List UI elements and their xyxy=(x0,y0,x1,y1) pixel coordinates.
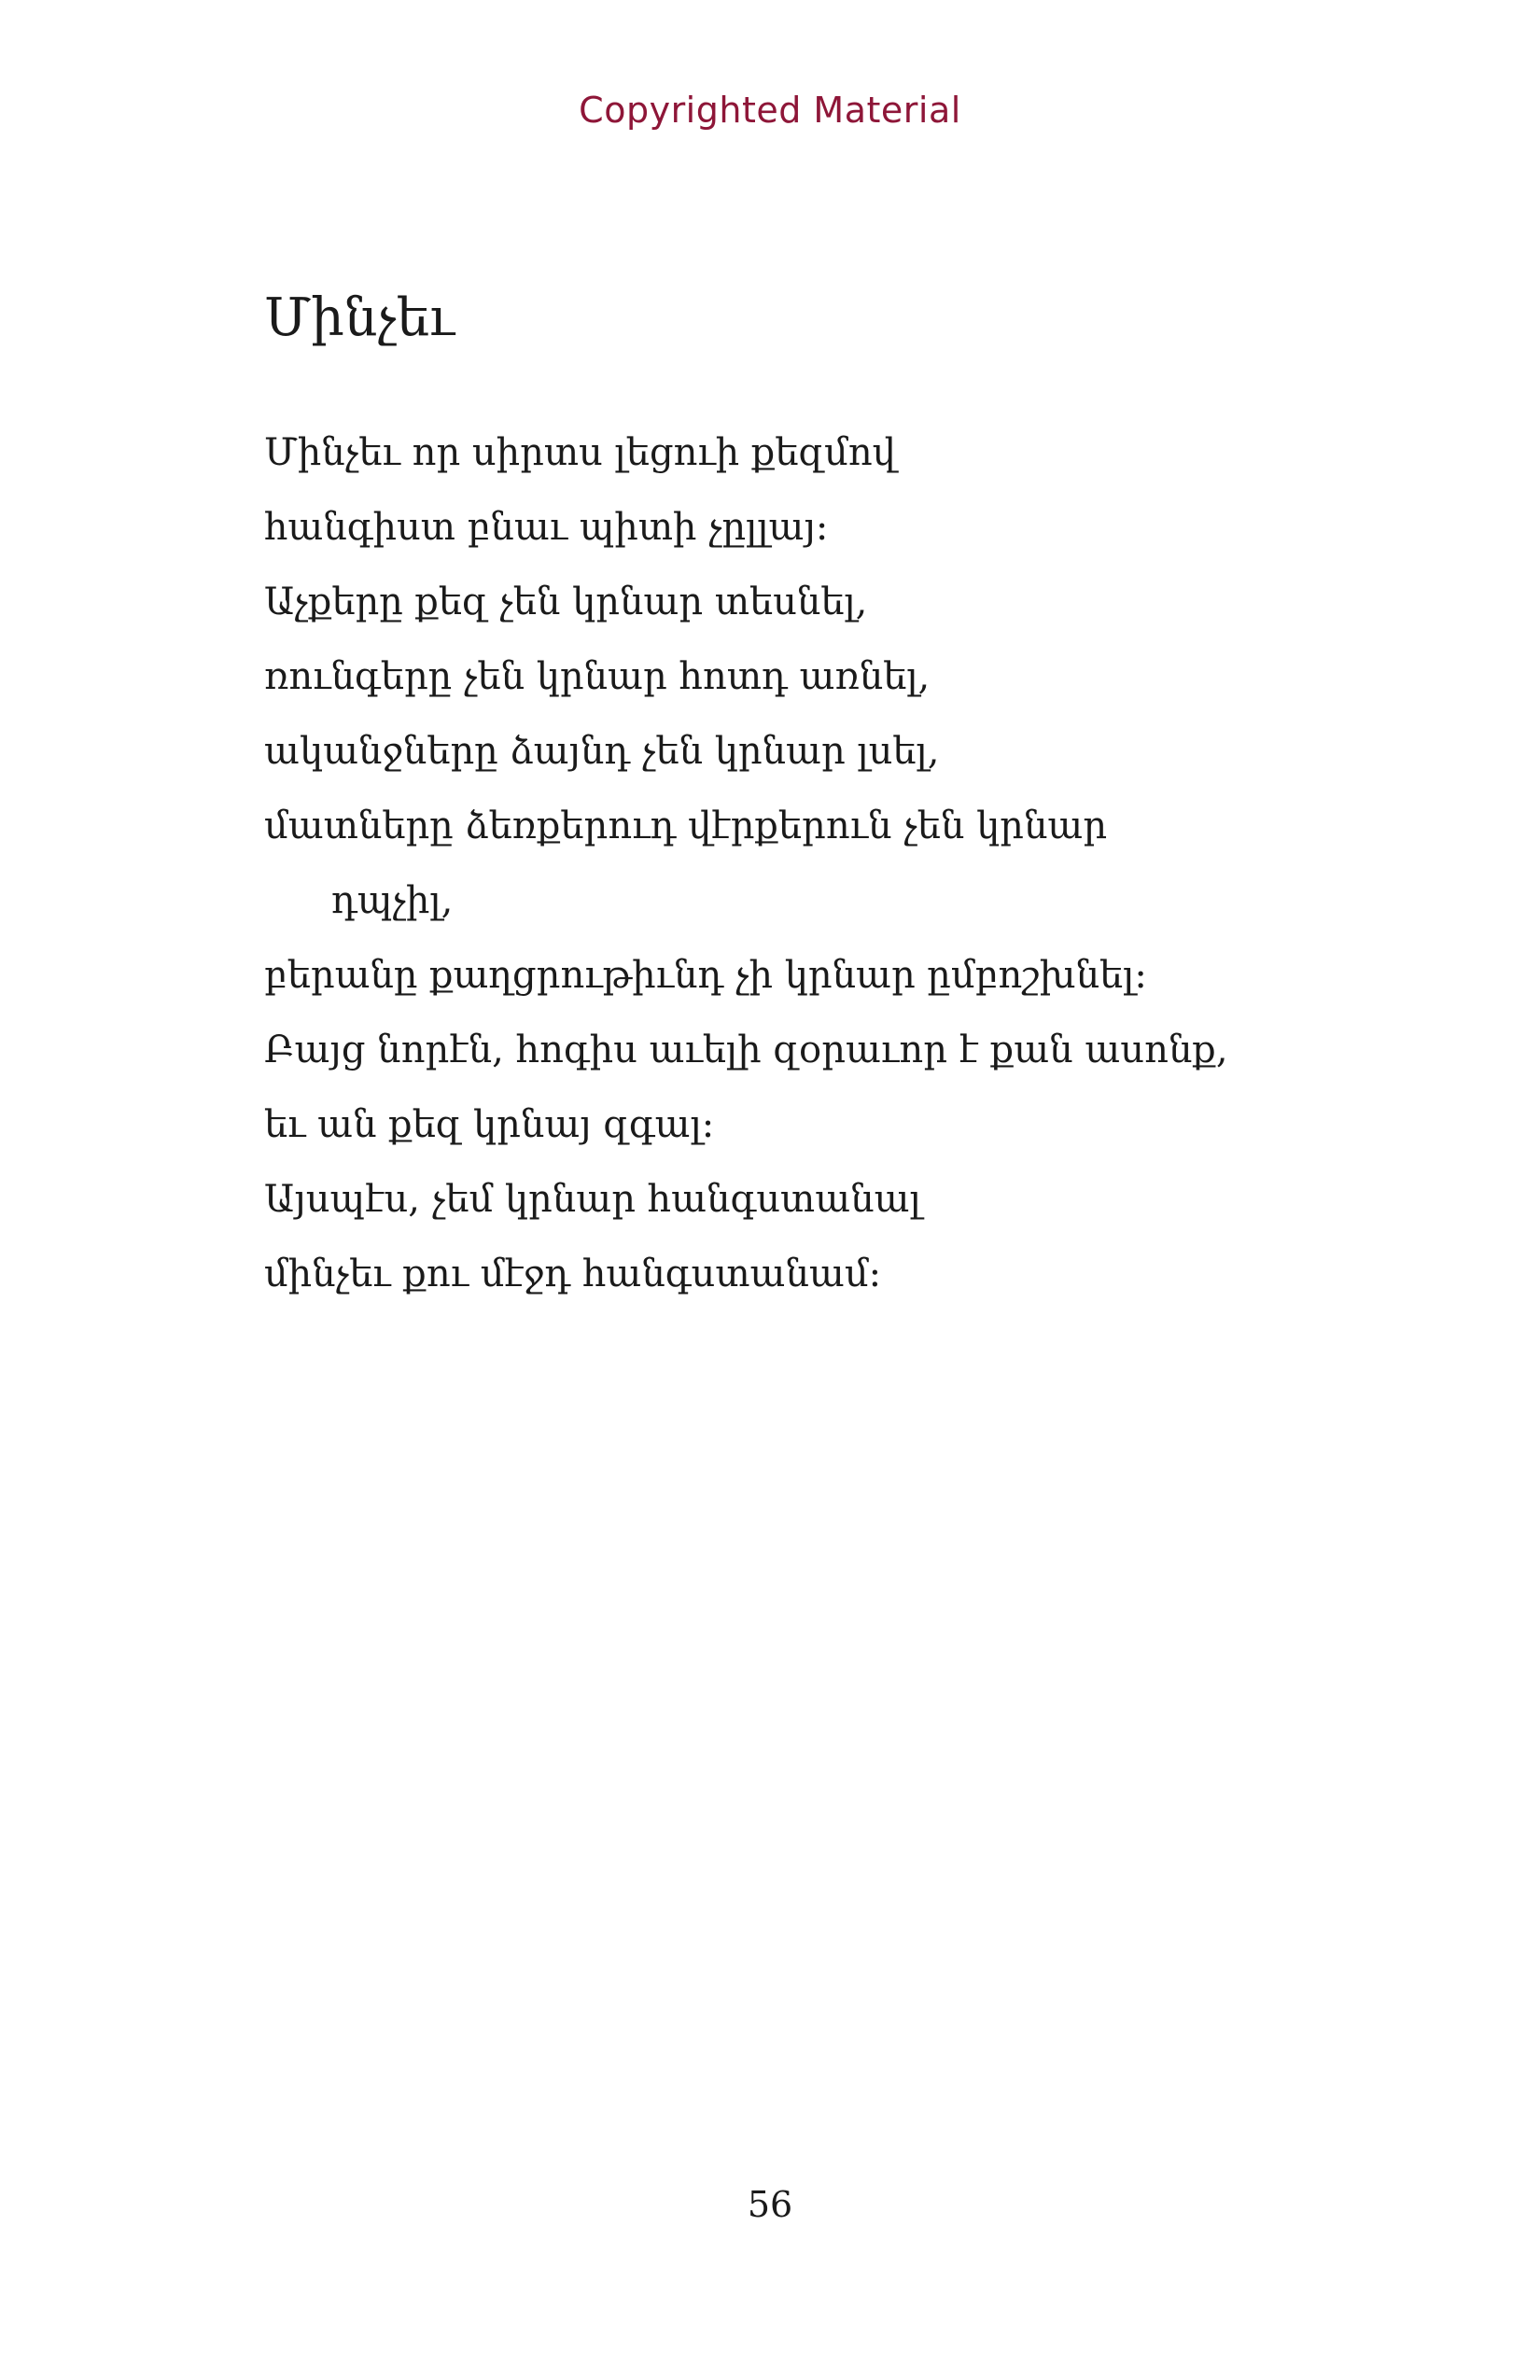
poem-line: ականջները ձայնդ չեն կրնար լսել, xyxy=(264,730,940,773)
poem-line: Բայց նորէն, հոգիս աւելի զօրաւոր է քան ասոնք, xyxy=(264,1029,1228,1071)
poem-line: մատները ձեռքերուդ վէրքերուն չեն կրնար xyxy=(264,805,1108,847)
poem-line-continuation: դպչիլ, xyxy=(331,879,454,922)
poem-line: Այսպէս, չեմ կրնար հանգստանալ xyxy=(264,1178,921,1221)
copyright-notice: Copyrighted Material xyxy=(579,90,961,131)
page-number: 56 xyxy=(747,2184,793,2225)
poem-line: եւ ան քեզ կրնայ զգալ։ xyxy=(264,1103,715,1146)
poem-line: Աչքերը քեզ չեն կրնար տեսնել, xyxy=(264,581,868,623)
poem-line: հանգիստ բնաւ պիտի չըլլայ։ xyxy=(264,506,829,549)
poem-body xyxy=(264,415,1353,1311)
poem-title: Մինչեւ xyxy=(264,287,455,348)
poem-line: բերանը քաղցրութիւնդ չի կրնար ըմբոշխնել։ xyxy=(264,954,1147,997)
poem-line: մինչեւ քու մէջդ հանգստանամ։ xyxy=(264,1253,882,1295)
poem-line: Մինչեւ որ սիրտս լեցուի քեզմով xyxy=(264,431,896,474)
poem-line: ռունգերը չեն կրնար հոտդ առնել, xyxy=(264,655,931,698)
